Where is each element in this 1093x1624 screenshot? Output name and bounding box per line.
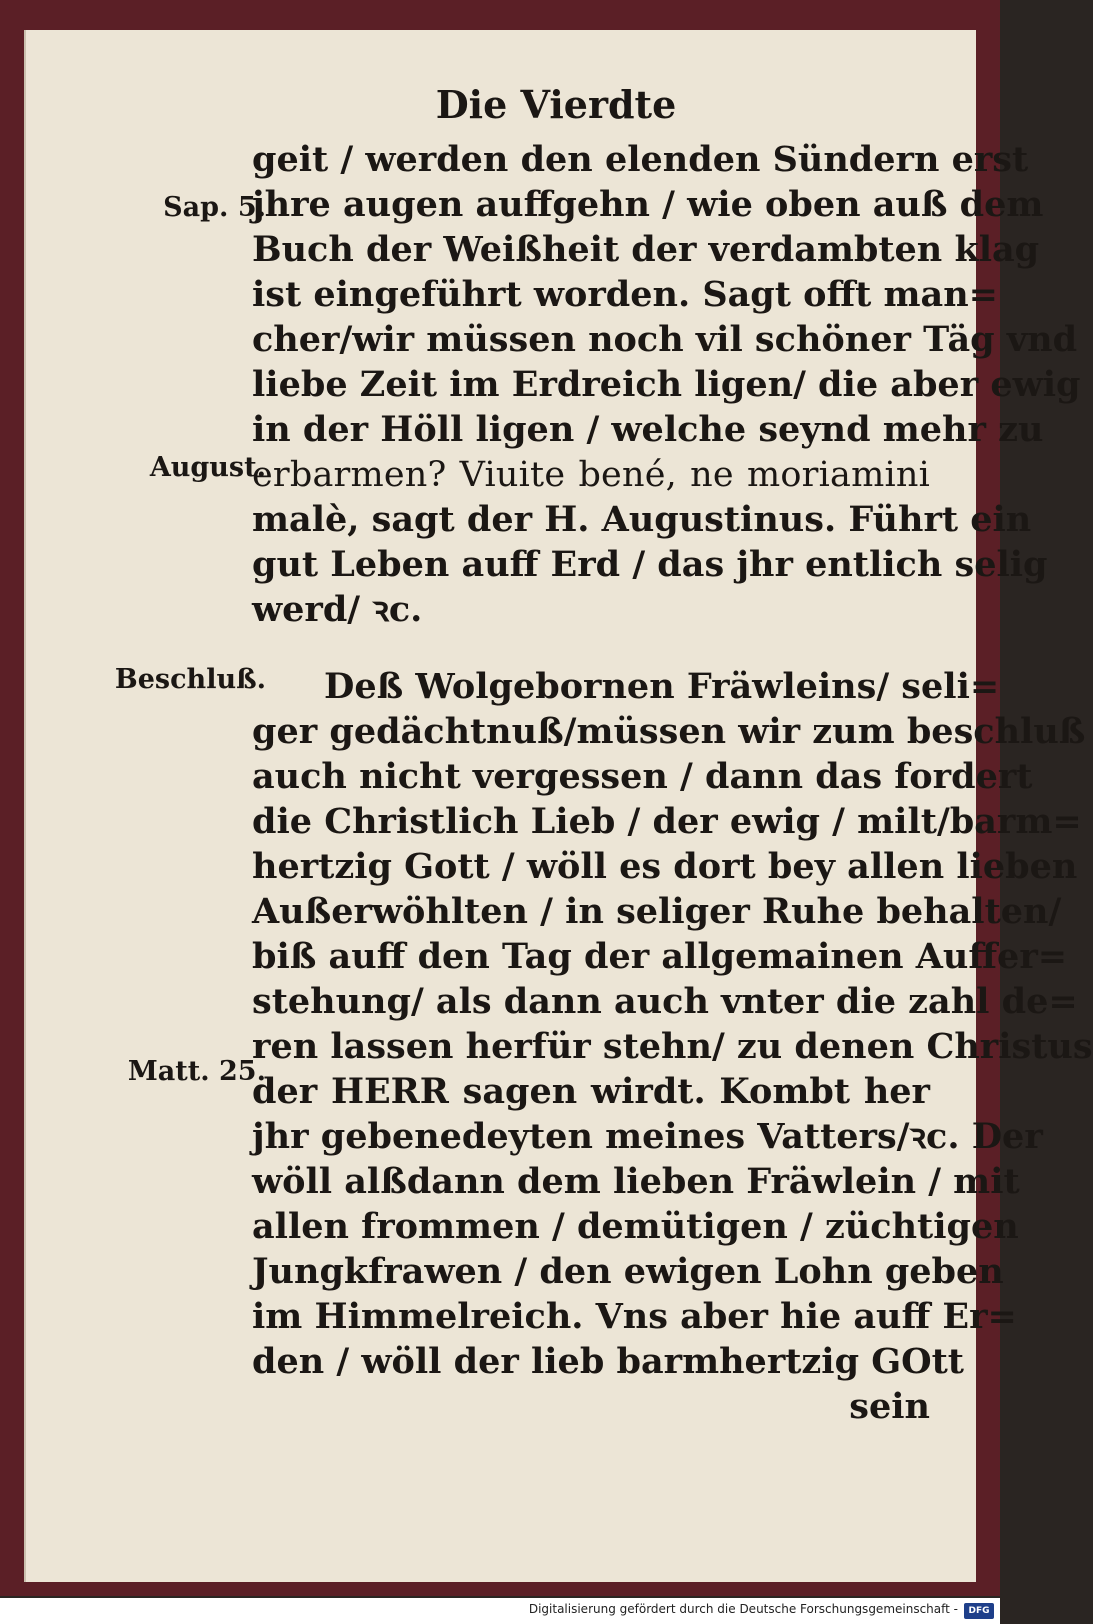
text-line: in der Höll ligen / welche seynd mehr zu bbox=[252, 409, 1044, 450]
digitization-footer bbox=[0, 1598, 1000, 1624]
text-line: gut Leben auff Erd / das jhr entlich selig bbox=[252, 544, 1048, 585]
text-line: im Himmelreich. Vns aber hie auff Er= bbox=[252, 1296, 1017, 1337]
text-line: wöll alßdann dem lieben Fräwlein / mit bbox=[252, 1161, 1020, 1202]
text-line: malè, sagt der H. Augustinus. Führt ein bbox=[252, 499, 1032, 540]
text-line: biß auff den Tag der allgemainen Auffer= bbox=[252, 936, 1068, 977]
text-line: auch nicht vergessen / dann das fordert bbox=[252, 756, 1033, 797]
text-line: Außerwöhlten / in seliger Ruhe behalten/ bbox=[252, 891, 1062, 932]
margin-note-beschluss: Beschluß. bbox=[114, 664, 266, 695]
margin-note-august: August. bbox=[149, 452, 266, 483]
dfg-logo: DFG bbox=[964, 1603, 994, 1619]
text-line: Deß Wolgebornen Fräwleins/ seli= bbox=[324, 666, 1000, 707]
text-line: Jungkfrawen / den ewigen Lohn geben bbox=[252, 1251, 1004, 1292]
text-line: ist eingeführt worden. Sagt offt man= bbox=[252, 274, 999, 315]
margin-note-sap: Sap. 5. bbox=[163, 192, 266, 223]
text-line: liebe Zeit im Erdreich ligen/ die aber ewig bbox=[252, 364, 1081, 405]
text-line: erbarmen? Viuite bené, ne moriamini bbox=[252, 455, 930, 495]
catchword: sein bbox=[849, 1386, 930, 1427]
text-line: jhr gebenedeyten meines Vatters/ꝛc. Der bbox=[252, 1116, 1043, 1157]
text-line: allen frommen / demütigen / züchtigen bbox=[252, 1206, 1019, 1247]
book-page bbox=[24, 30, 1093, 1582]
text-line: cher/wir müssen noch vil schöner Täg vnd bbox=[252, 319, 1078, 360]
text-line: geit / werden den elenden Sündern erst bbox=[252, 139, 1029, 180]
text-line: Buch der Weißheit der verdambten klag bbox=[252, 229, 1040, 270]
running-head: Die Vierdte bbox=[435, 82, 677, 127]
text-line: den / wöll der lieb barmhertzig GOtt bbox=[252, 1341, 964, 1382]
text-line: werd/ ꝛc. bbox=[252, 589, 423, 630]
text-line: die Christlich Lieb / der ewig / milt/barm= bbox=[252, 801, 1082, 842]
text-line: stehung/ als dann auch vnter die zahl de= bbox=[252, 981, 1078, 1022]
funding-note: Digitalisierung gefördert durch die Deutsche Forschungsgemeinschaft - bbox=[528, 1602, 958, 1616]
margin-note-matt: Matt. 25. bbox=[127, 1056, 266, 1087]
text-line: ren lassen herfür stehn/ zu denen Christus bbox=[252, 1026, 1093, 1067]
text-line: hertzig Gott / wöll es dort bey allen lieben bbox=[252, 846, 1078, 887]
text-line: jhre augen auffgehn / wie oben auß dem bbox=[252, 184, 1044, 225]
text-line: der HERR sagen wirdt. Kombt her bbox=[252, 1071, 930, 1112]
text-line: ger gedächtnuß/müssen wir zum beschluß bbox=[252, 711, 1086, 752]
